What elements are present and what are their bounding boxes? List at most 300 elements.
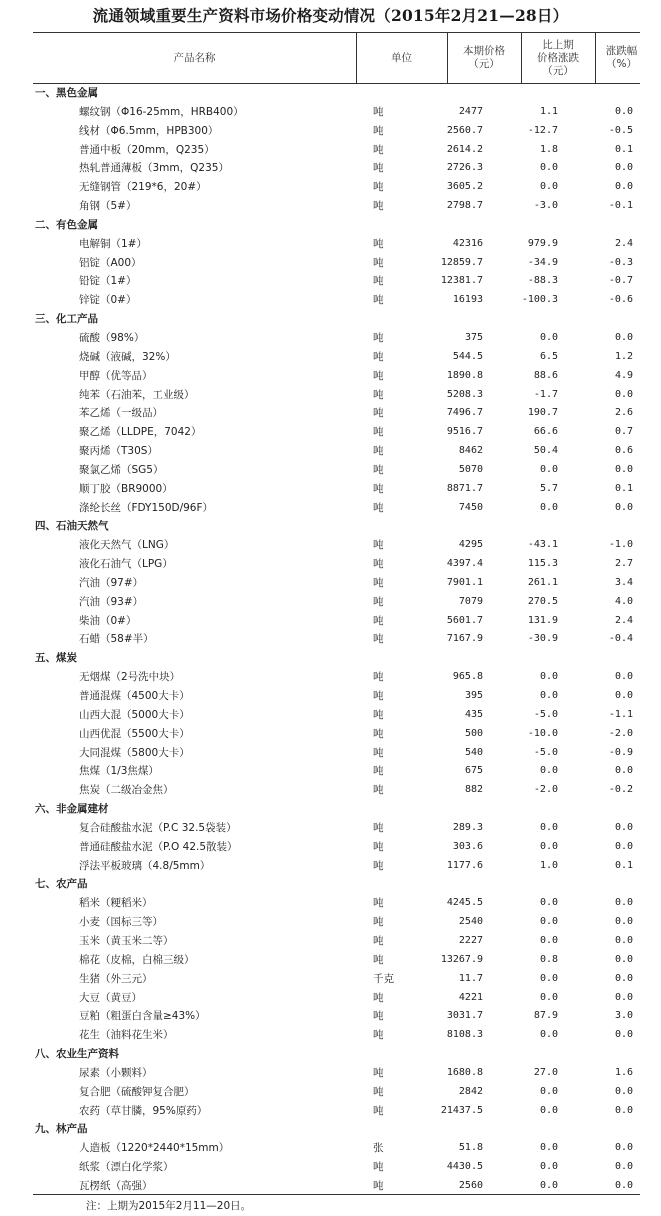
unit-cell: 吨: [373, 350, 384, 363]
unit-cell: 吨: [373, 388, 384, 401]
unit-cell: 吨: [373, 331, 384, 344]
pct-cell: 0.1: [614, 859, 633, 871]
price-cell: 675: [464, 765, 483, 777]
pct-cell: 0.0: [614, 501, 633, 513]
unit-cell: 吨: [373, 1010, 384, 1023]
pct-cell: 0.0: [614, 1179, 633, 1191]
pct-cell: 0.0: [614, 671, 633, 683]
product-name-cell: 瓦楞纸（高强）: [79, 1179, 153, 1192]
unit-cell: 吨: [373, 1029, 384, 1042]
product-name-cell: 顺丁胶（BR9000）: [79, 482, 173, 495]
category-label: 七、农产品: [35, 878, 88, 891]
price-cell: 7167.9: [446, 633, 483, 645]
pct-cell: 3.4: [614, 576, 633, 588]
table-row: [33, 141, 640, 160]
product-name-cell: 苯乙烯（一级品）: [79, 407, 163, 420]
change-cell: 0.0: [539, 1142, 558, 1154]
table-row: [33, 668, 640, 687]
pct-cell: -0.9: [608, 746, 633, 758]
price-cell: 500: [464, 727, 483, 739]
change-cell: 270.5: [527, 595, 558, 607]
change-cell: 0.0: [539, 463, 558, 475]
product-name-cell: 锌锭（0#）: [79, 294, 137, 307]
price-cell: 11.7: [458, 972, 483, 984]
price-cell: 289.3: [452, 821, 483, 833]
pct-cell: 2.4: [614, 614, 633, 626]
product-name-cell: 铝锭（A00）: [79, 256, 142, 269]
unit-cell: 吨: [373, 595, 384, 608]
table-row: [33, 404, 640, 423]
pct-cell: -0.7: [608, 275, 633, 287]
change-cell: -30.9: [527, 633, 558, 645]
unit-cell: 吨: [373, 558, 384, 571]
unit-cell: 吨: [373, 294, 384, 307]
pct-cell: -1.0: [608, 539, 633, 551]
product-name-cell: 普通混煤（4500大卡）: [79, 690, 190, 702]
unit-cell: 吨: [373, 124, 384, 137]
pct-cell: 0.0: [614, 916, 633, 928]
change-cell: 131.9: [527, 614, 558, 626]
change-cell: 0.0: [539, 972, 558, 984]
price-cell: 2227: [458, 934, 483, 946]
price-cell: 5208.3: [446, 388, 483, 400]
category-label: 八、农业生产资料: [35, 1048, 119, 1061]
product-name-cell: 角钢（5#）: [79, 200, 137, 213]
header-change: 比上期 价格涨跌 （元）: [537, 38, 579, 77]
pct-cell: 3.0: [614, 1010, 633, 1022]
unit-cell: 吨: [373, 1085, 384, 1098]
change-cell: 50.4: [533, 445, 558, 457]
change-cell: 0.0: [539, 181, 558, 193]
unit-cell: 吨: [373, 727, 384, 740]
product-name-cell: 柴油（0#）: [79, 614, 137, 627]
pct-cell: 2.7: [614, 558, 633, 570]
price-cell: 2614.2: [446, 143, 483, 155]
unit-cell: 吨: [373, 1161, 384, 1174]
pct-cell: 4.0: [614, 595, 633, 607]
product-name-cell: 大豆（黄豆）: [79, 991, 142, 1004]
unit-cell: 吨: [373, 237, 384, 250]
table-row: [33, 1158, 640, 1177]
table-row: [33, 951, 640, 970]
product-name-cell: 铅锭（1#）: [79, 275, 137, 288]
product-name-cell: 甲醇（优等品）: [79, 369, 153, 382]
pct-cell: 0.0: [614, 463, 633, 475]
product-name-cell: 无烟煤（2号洗中块）: [79, 671, 181, 684]
change-cell: 0.0: [539, 821, 558, 833]
table-row: [33, 687, 640, 706]
table-row: [33, 574, 640, 593]
unit-cell: 吨: [373, 916, 384, 929]
price-cell: 2798.7: [446, 200, 483, 212]
change-cell: -43.1: [527, 539, 558, 551]
change-cell: 6.5: [539, 350, 558, 362]
change-cell: 88.6: [533, 369, 558, 381]
pct-cell: 0.0: [614, 840, 633, 852]
category-row: [33, 1045, 640, 1064]
table-row: [33, 725, 640, 744]
change-cell: 0.0: [539, 897, 558, 909]
unit-cell: 吨: [373, 821, 384, 834]
price-cell: 882: [464, 784, 483, 796]
product-name-cell: 纯苯（石油苯，工业级）: [79, 388, 195, 401]
pct-cell: 0.0: [614, 897, 633, 909]
pct-cell: 0.0: [614, 1104, 633, 1116]
change-cell: 66.6: [533, 426, 558, 438]
pct-cell: 0.0: [614, 934, 633, 946]
price-cell: 5601.7: [446, 614, 483, 626]
table-row: [33, 555, 640, 574]
category-label: 九、林产品: [35, 1123, 88, 1136]
unit-cell: 吨: [373, 482, 384, 495]
change-cell: 0.0: [539, 162, 558, 174]
table-row: [33, 819, 640, 838]
pct-cell: 1.6: [614, 1066, 633, 1078]
product-name-cell: 山西优混（5500大卡）: [79, 727, 190, 740]
price-cell: 5070: [458, 463, 483, 475]
table-row: [33, 706, 640, 725]
table-row: [33, 838, 640, 857]
change-cell: -10.0: [527, 727, 558, 739]
product-name-cell: 线材（Φ6.5mm，HPB300）: [79, 124, 219, 137]
pct-cell: 0.0: [614, 181, 633, 193]
table-row: [33, 348, 640, 367]
change-cell: -1.7: [533, 388, 558, 400]
pct-cell: 0.0: [614, 1142, 633, 1154]
table-row: [33, 630, 640, 649]
pct-cell: 0.0: [614, 690, 633, 701]
price-cell: 4221: [458, 991, 483, 1003]
table-row: [33, 122, 640, 141]
change-cell: 0.0: [539, 916, 558, 928]
price-cell: 2726.3: [446, 162, 483, 174]
table-row: [33, 744, 640, 763]
unit-cell: 吨: [373, 765, 384, 778]
product-name-cell: 复合硅酸盐水泥（P.C 32.5袋装）: [79, 821, 237, 834]
product-name-cell: 花生（油料花生米）: [79, 1029, 174, 1042]
pct-cell: -2.0: [608, 727, 633, 739]
pct-cell: 0.0: [614, 991, 633, 1003]
unit-cell: 千克: [373, 972, 394, 985]
table-row: [33, 1139, 640, 1158]
table-row: [33, 932, 640, 951]
unit-cell: 吨: [373, 426, 384, 439]
product-name-cell: 汽油（93#）: [79, 595, 144, 608]
pct-cell: 2.4: [614, 237, 633, 249]
product-name-cell: 稻米（粳稻米）: [79, 897, 153, 910]
product-name-cell: 纸浆（漂白化学浆）: [79, 1161, 174, 1174]
unit-cell: 吨: [373, 501, 384, 514]
table-row: [33, 272, 640, 291]
table-header: [33, 33, 640, 84]
change-cell: 0.0: [539, 991, 558, 1003]
pct-cell: 4.9: [614, 369, 633, 381]
table-row: [33, 1064, 640, 1083]
pct-cell: 0.0: [614, 1161, 633, 1173]
product-name-cell: 无缝钢管（219*6，20#）: [79, 181, 207, 194]
table-row: [33, 159, 640, 178]
price-cell: 435: [464, 708, 483, 720]
price-table: [33, 32, 640, 1196]
price-cell: 16193: [452, 294, 483, 306]
price-cell: 4397.4: [446, 558, 483, 570]
change-cell: -3.0: [533, 200, 558, 212]
change-cell: 1.0: [539, 859, 558, 871]
price-cell: 7450: [458, 501, 483, 513]
change-cell: -5.0: [533, 708, 558, 720]
price-cell: 1890.8: [446, 369, 483, 381]
change-cell: 979.9: [527, 237, 558, 249]
change-cell: -100.3: [521, 294, 558, 306]
pct-cell: -0.5: [608, 124, 633, 136]
header-unit: 单位: [391, 51, 412, 64]
pct-cell: 0.6: [614, 445, 633, 457]
unit-cell: 吨: [373, 690, 384, 702]
product-name-cell: 焦煤（1/3焦煤）: [79, 765, 159, 778]
unit-cell: 张: [373, 1142, 384, 1155]
price-cell: 51.8: [458, 1142, 483, 1154]
pct-cell: -0.6: [608, 294, 633, 306]
price-cell: 2560.7: [446, 124, 483, 136]
price-cell: 42316: [452, 237, 483, 249]
table-row: [33, 1102, 640, 1121]
change-cell: 0.0: [539, 1029, 558, 1041]
unit-cell: 吨: [373, 275, 384, 288]
change-cell: 0.0: [539, 1104, 558, 1116]
header-product-name: 产品名称: [173, 51, 216, 64]
price-cell: 13267.9: [440, 953, 483, 965]
change-cell: 87.9: [533, 1010, 558, 1022]
change-cell: 190.7: [527, 407, 558, 419]
category-label: 五、煤炭: [35, 652, 77, 665]
pct-cell: 1.2: [614, 350, 633, 362]
table-row: [33, 1026, 640, 1045]
pct-cell: 0.0: [614, 162, 633, 174]
price-cell: 2560: [458, 1179, 483, 1191]
pct-cell: 0.0: [614, 953, 633, 965]
product-name-cell: 涤纶长丝（FDY150D/96F）: [79, 501, 214, 514]
unit-cell: 吨: [373, 105, 384, 118]
header-pct: 涨跌幅 （%）: [605, 45, 638, 70]
pct-cell: -1.1: [608, 708, 633, 720]
price-cell: 2477: [458, 105, 483, 117]
pct-cell: -0.4: [608, 633, 633, 645]
unit-cell: 吨: [373, 784, 384, 797]
change-cell: 0.0: [539, 1179, 558, 1191]
price-cell: 303.6: [452, 840, 483, 852]
table-row: [33, 423, 640, 442]
pct-cell: 0.0: [614, 388, 633, 400]
unit-cell: 吨: [373, 746, 384, 759]
price-cell: 544.5: [452, 350, 483, 362]
price-cell: 8462: [458, 445, 483, 457]
product-name-cell: 石蜡（58#半）: [79, 633, 154, 646]
unit-cell: 吨: [373, 576, 384, 589]
price-cell: 9516.7: [446, 426, 483, 438]
unit-cell: 吨: [373, 708, 384, 721]
category-label: 四、石油天然气: [35, 520, 109, 533]
table-row: [33, 254, 640, 273]
product-name-cell: 普通硅酸盐水泥（P.O 42.5散装）: [79, 840, 238, 853]
unit-cell: 吨: [373, 614, 384, 627]
table-row: [33, 989, 640, 1008]
change-cell: 0.0: [539, 331, 558, 343]
table-row: [33, 329, 640, 348]
pct-cell: 0.0: [614, 1085, 633, 1097]
unit-cell: 吨: [373, 1104, 384, 1117]
pct-cell: 0.0: [614, 765, 633, 777]
pct-cell: 0.1: [614, 482, 633, 494]
price-cell: 3605.2: [446, 181, 483, 193]
unit-cell: 吨: [373, 143, 384, 156]
table-row: [33, 291, 640, 310]
footnote: 注：上期为2015年2月11—20日。: [86, 1200, 252, 1212]
table-row: [33, 1007, 640, 1026]
unit-cell: 吨: [373, 162, 384, 175]
product-name-cell: 汽油（97#）: [79, 576, 144, 589]
price-cell: 2540: [458, 916, 483, 928]
unit-cell: 吨: [373, 897, 384, 910]
header-price: 本期价格 （元）: [463, 45, 505, 70]
table-bottom-rule: [33, 1194, 640, 1195]
category-row: [33, 875, 640, 894]
price-cell: 2842: [458, 1085, 483, 1097]
table-row: [33, 970, 640, 989]
category-row: [33, 800, 640, 819]
unit-cell: 吨: [373, 369, 384, 382]
unit-cell: 吨: [373, 934, 384, 947]
pct-cell: -0.3: [608, 256, 633, 268]
table-row: [33, 913, 640, 932]
pct-cell: 0.0: [614, 1029, 633, 1041]
unit-cell: 吨: [373, 1066, 384, 1079]
product-name-cell: 聚丙烯（T30S）: [79, 445, 158, 458]
category-label: 二、有色金属: [35, 218, 98, 231]
price-cell: 1680.8: [446, 1066, 483, 1078]
change-cell: 0.8: [539, 953, 558, 965]
table-row: [33, 442, 640, 461]
product-name-cell: 电解铜（1#）: [79, 237, 147, 250]
table-row: [33, 386, 640, 405]
change-cell: 1.8: [539, 143, 558, 155]
price-cell: 7496.7: [446, 407, 483, 419]
change-cell: -2.0: [533, 784, 558, 796]
unit-cell: 吨: [373, 539, 384, 552]
change-cell: -34.9: [527, 256, 558, 268]
price-cell: 540: [464, 746, 483, 758]
change-cell: 0.0: [539, 1085, 558, 1097]
change-cell: -5.0: [533, 746, 558, 758]
change-cell: 0.0: [539, 934, 558, 946]
price-cell: 4295: [458, 539, 483, 551]
table-row: [33, 197, 640, 216]
unit-cell: 吨: [373, 1179, 384, 1192]
category-row: [33, 216, 640, 235]
product-name-cell: 硫酸（98%）: [79, 331, 145, 344]
price-cell: 3031.7: [446, 1010, 483, 1022]
price-cell: 7079: [458, 595, 483, 607]
unit-cell: 吨: [373, 200, 384, 213]
unit-cell: 吨: [373, 633, 384, 646]
price-cell: 21437.5: [440, 1104, 483, 1116]
product-name-cell: 玉米（黄玉米二等）: [79, 934, 174, 947]
category-label: 三、化工产品: [35, 313, 98, 326]
price-cell: 4430.5: [446, 1161, 483, 1173]
change-cell: 5.7: [539, 482, 558, 494]
pct-cell: 0.0: [614, 821, 633, 833]
table-row: [33, 103, 640, 122]
price-cell: 12859.7: [440, 256, 483, 268]
table-row: [33, 1177, 640, 1196]
price-cell: 395: [464, 690, 483, 701]
price-cell: 4245.5: [446, 897, 483, 909]
unit-cell: 吨: [373, 463, 384, 476]
change-cell: -12.7: [527, 124, 558, 136]
product-name-cell: 液化天然气（LNG）: [79, 539, 175, 552]
unit-cell: 吨: [373, 859, 384, 872]
product-name-cell: 聚氯乙烯（SG5）: [79, 463, 164, 476]
product-name-cell: 大同混煤（5800大卡）: [79, 746, 190, 759]
change-cell: 0.0: [539, 690, 558, 701]
unit-cell: 吨: [373, 445, 384, 458]
table-row: [33, 762, 640, 781]
change-cell: 0.0: [539, 840, 558, 852]
change-cell: 27.0: [533, 1066, 558, 1078]
product-name-cell: 复合肥（硫酸钾复合肥）: [79, 1085, 195, 1098]
product-name-cell: 人造板（1220*2440*15mm）: [79, 1142, 230, 1155]
price-cell: 8871.7: [446, 482, 483, 494]
table-row: [33, 593, 640, 612]
table-body: [33, 84, 640, 1196]
table-row: [33, 235, 640, 254]
category-label: 六、非金属建材: [35, 803, 109, 816]
product-name-cell: 聚乙烯（LLDPE，7042）: [79, 426, 202, 439]
product-name-cell: 焦炭（二级冶金焦）: [79, 784, 174, 797]
product-name-cell: 农药（草甘膦，95%原药）: [79, 1104, 208, 1117]
product-name-cell: 尿素（小颗料）: [79, 1066, 153, 1079]
pct-cell: -0.2: [608, 784, 633, 796]
table-row: [33, 499, 640, 518]
unit-cell: 吨: [373, 953, 384, 966]
unit-cell: 吨: [373, 407, 384, 420]
change-cell: 261.1: [527, 576, 558, 588]
category-row: [33, 310, 640, 329]
pct-cell: -0.1: [608, 200, 633, 212]
unit-cell: 吨: [373, 991, 384, 1004]
unit-cell: 吨: [373, 840, 384, 853]
product-name-cell: 普通中板（20mm，Q235）: [79, 143, 215, 156]
product-name-cell: 烧碱（液碱，32%）: [79, 350, 176, 363]
pct-cell: 2.6: [614, 407, 633, 419]
price-cell: 375: [464, 331, 483, 343]
category-row: [33, 649, 640, 668]
change-cell: 0.0: [539, 671, 558, 683]
product-name-cell: 浮法平板玻璃（4.8/5mm）: [79, 859, 211, 872]
change-cell: 0.0: [539, 765, 558, 777]
unit-cell: 吨: [373, 671, 384, 684]
change-cell: 1.1: [539, 105, 558, 117]
table-row: [33, 461, 640, 480]
price-cell: 965.8: [452, 671, 483, 683]
table-row: [33, 178, 640, 197]
table-row: [33, 367, 640, 386]
price-cell: 7901.1: [446, 576, 483, 588]
pct-cell: 0.1: [614, 143, 633, 155]
page-title: 流通领域重要生产资料市场价格变动情况（2015年2月21—28日）: [92, 6, 569, 25]
pct-cell: 0.0: [614, 331, 633, 343]
change-cell: 115.3: [527, 558, 558, 570]
product-name-cell: 山西大混（5000大卡）: [79, 708, 190, 721]
